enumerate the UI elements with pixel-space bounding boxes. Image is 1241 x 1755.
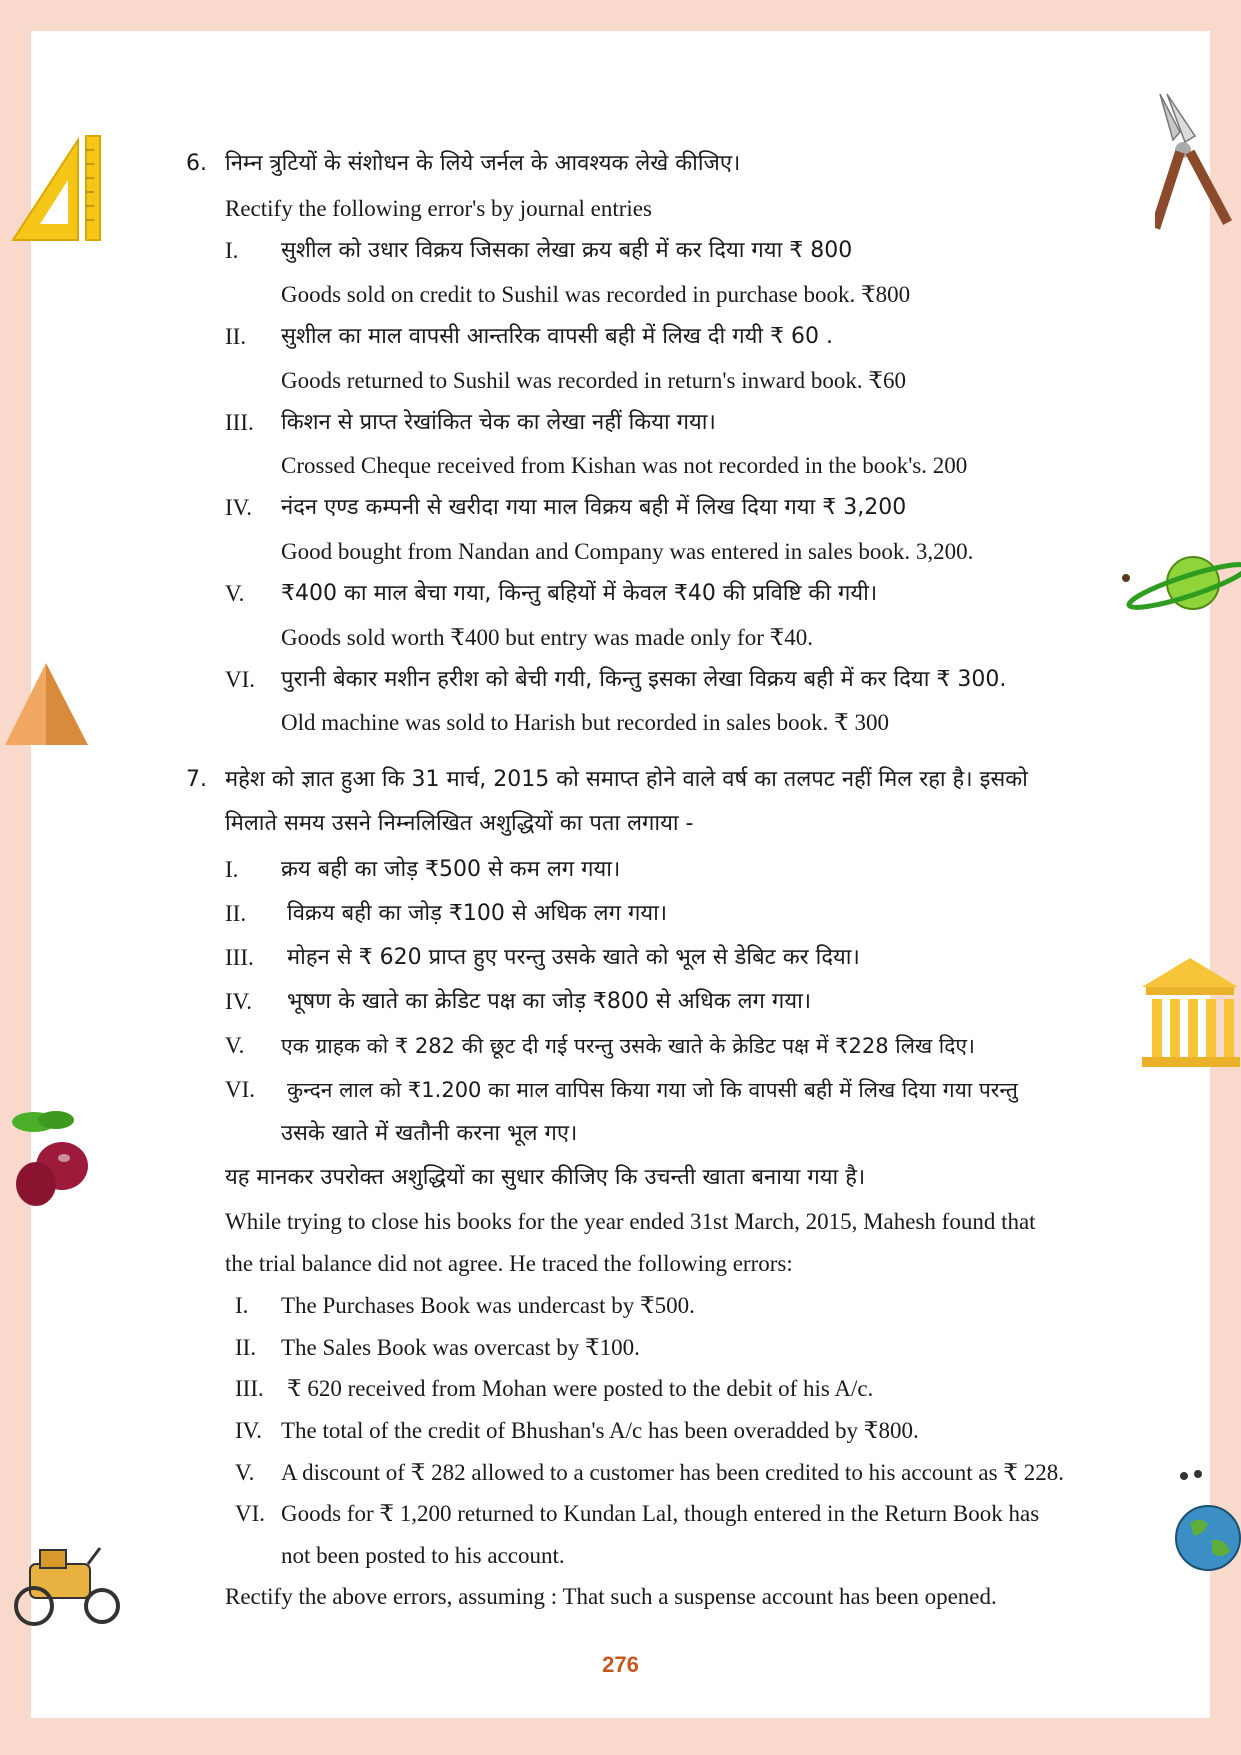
q7-en-item: ₹ 620 received from Mohan were posted to the debit of his A/c. <box>287 1376 874 1401</box>
q6-item-num: III. <box>225 410 254 435</box>
q7-intro-hindi: मिलाते समय उसने निम्नलिखित अशुद्धियों का पता लगाया - <box>225 811 694 836</box>
q6-item-num: II. <box>225 324 247 349</box>
q6-item-hindi: सुशील का माल वापसी आन्तरिक वापसी बही में लिख दी गयी ₹ 60 . <box>281 324 834 349</box>
q7-hi-item: एक ग्राहक को ₹ 282 की छूट दी गई परन्तु उसके खाते के क्रेडिट पक्ष में ₹228 लिख दिए। <box>281 1034 975 1058</box>
q7-hi-item-continued: उसके खाते में खतौनी करना भूल गए। <box>281 1121 578 1146</box>
q6-item-num: I. <box>225 238 239 263</box>
q6-item-english: Goods returned to Sushil was recorded in return's inward book. ₹60 <box>281 368 906 393</box>
q7-en-item-num: IV. <box>235 1418 263 1443</box>
q6-item-english: Goods sold worth ₹400 but entry was made only for ₹40. <box>281 625 814 650</box>
q7-hi-item: भूषण के खाते का क्रेडिट पक्ष का जोड़ ₹800 से अधिक लग गया। <box>287 989 812 1014</box>
pyramid-icon <box>2 660 90 748</box>
q7-en-item: The total of the credit of Bhushan's A/c has been overadded by ₹800. <box>281 1418 919 1443</box>
q7-en-item: Goods for ₹ 1,200 returned to Kundan Lal, though entered in the Return Book has <box>281 1501 1040 1526</box>
q7-en-item: A discount of ₹ 282 allowed to a customer has been credited to his account as ₹ 228. <box>281 1460 1064 1485</box>
q7-en-item: The Sales Book was overcast by ₹100. <box>281 1335 640 1360</box>
q7-en-item: The Purchases Book was undercast by ₹500. <box>281 1293 695 1318</box>
q7-number: 7. <box>186 767 207 792</box>
q6-item-hindi: किशन से प्राप्त रेखांकित चेक का लेखा नहीं किया गया। <box>281 410 716 435</box>
q7-en-item-num: V. <box>235 1460 255 1485</box>
q6-title-hindi: निम्न त्रुटियों के संशोधन के लिये जर्नल के आवश्यक लेखे कीजिए। <box>225 151 741 176</box>
q6-item-english: Goods sold on credit to Sushil was recorded in purchase book. ₹800 <box>281 282 911 307</box>
q6-item-num: V. <box>225 581 245 606</box>
q7-hi-item-num: I. <box>225 857 239 882</box>
q6-item-num: IV. <box>225 495 253 520</box>
q7-hi-item-num: II. <box>225 901 247 926</box>
q7-intro-hindi: महेश को ज्ञात हुआ कि 31 मार्च, 2015 को समाप्त होने वाले वर्ष का तलपट नहीं मिल रहा है। इसको <box>225 767 1028 792</box>
planet-saturn-icon <box>1118 548 1241 618</box>
old-car-icon <box>0 1534 130 1634</box>
q6-item-hindi: सुशील को उधार विक्रय जिसका लेखा क्रय बही में कर दिया गया ₹ 800 <box>281 238 853 263</box>
q6-item-english: Crossed Cheque received from Kishan was not recorded in the book's. 200 <box>281 453 968 478</box>
q7-en-item-num: I. <box>235 1293 249 1318</box>
q7-hi-item-num: VI. <box>225 1077 256 1102</box>
q7-en-item-continued: not been posted to his account. <box>281 1543 565 1568</box>
pruning-shears-icon <box>1155 92 1241 242</box>
q6-item-english: Old machine was sold to Harish but recorded in sales book. ₹ 300 <box>281 710 890 735</box>
q6-title-english: Rectify the following error's by journal entries <box>225 196 652 221</box>
q7-intro-english: the trial balance did not agree. He traced the following errors: <box>225 1251 793 1276</box>
greek-temple-icon <box>1140 955 1241 1070</box>
q7-en-item-num: III. <box>235 1376 264 1401</box>
q6-number: 6. <box>186 151 207 176</box>
page-number: 276 <box>602 1652 639 1677</box>
q6-item-hindi: पुरानी बेकार मशीन हरीश को बेची गयी, किन्तु इसका लेखा विक्रय बही में कर दिया ₹ 300. <box>281 667 1007 692</box>
q6-item-hindi: ₹400 का माल बेचा गया, किन्तु बहियों में केवल ₹40 की प्रविष्टि की गयी। <box>281 581 878 606</box>
q7-conclusion-hindi: यह मानकर उपरोक्त अशुद्धियों का सुधार कीजिए कि उचन्ती खाता बनाया गया है। <box>225 1165 866 1190</box>
q6-item-english: Good bought from Nandan and Company was entered in sales book. 3,200. <box>281 539 974 564</box>
q7-intro-english: While trying to close his books for the year ended 31st March, 2015, Mahesh found that <box>225 1209 1036 1234</box>
q7-hi-item-num: III. <box>225 945 254 970</box>
q7-hi-item: मोहन से ₹ 620 प्राप्त हुए परन्तु उसके खाते को भूल से डेबिट कर दिया। <box>287 945 860 970</box>
q7-conclusion-english: Rectify the above errors, assuming : That such a suspense account has been opened. <box>225 1584 997 1609</box>
ruler-set-square-icon <box>8 132 103 244</box>
berries-icon <box>4 1106 94 1210</box>
globe-icon <box>1170 1468 1241 1574</box>
q7-hi-item: क्रय बही का जोड़ ₹500 से कम लग गया। <box>281 857 621 882</box>
q7-en-item-num: VI. <box>235 1501 266 1526</box>
q7-hi-item-num: IV. <box>225 989 253 1014</box>
q7-hi-item: कुन्दन लाल को ₹1.200 का माल वापिस किया गया जो कि वापसी बही में लिख दिया गया परन्तु <box>287 1078 1018 1102</box>
q7-en-item-num: II. <box>235 1335 257 1360</box>
q7-hi-item-num: V. <box>225 1033 245 1058</box>
q6-item-num: VI. <box>225 667 256 692</box>
q6-item-hindi: नंदन एण्ड कम्पनी से खरीदा गया माल विक्रय बही में लिख दिया गया ₹ 3,200 <box>281 495 907 520</box>
q7-hi-item: विक्रय बही का जोड़ ₹100 से अधिक लग गया। <box>287 901 668 926</box>
